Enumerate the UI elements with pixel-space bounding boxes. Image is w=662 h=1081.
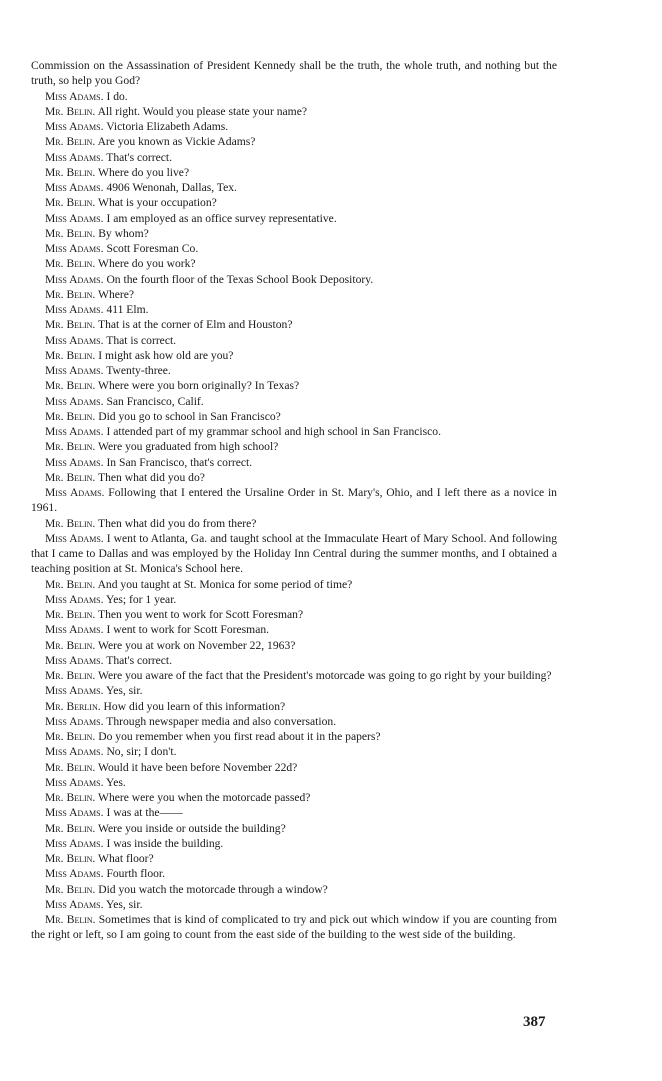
testimony-line	[31, 882, 557, 897]
speaker-name: Mr. Belin.	[45, 196, 96, 210]
speaker-name: Mr. Belin.	[45, 577, 96, 591]
speaker-name: Miss Adams.	[45, 531, 104, 545]
statement-text: By whom?	[98, 226, 149, 240]
testimony-line	[31, 851, 557, 866]
speaker-name: Miss Adams.	[45, 653, 104, 667]
statement-text: Yes, sir.	[106, 684, 143, 698]
speaker-name: Miss Adams.	[45, 181, 104, 194]
statement-text: Yes; for 1 year.	[106, 592, 177, 606]
testimony-line	[31, 699, 557, 714]
speaker-name: Miss Adams.	[45, 364, 104, 377]
speaker-name: Miss Adams.	[45, 745, 104, 759]
speaker-name: Mr. Belin.	[45, 135, 96, 149]
speaker-name: Mr. Belin.	[45, 470, 96, 484]
statement-text: That is correct.	[106, 333, 177, 347]
testimony-line	[31, 394, 557, 409]
speaker-name: Miss Adams.	[45, 120, 104, 133]
testimony-line	[31, 607, 557, 622]
speaker-name: Mr. Belin.	[45, 318, 96, 332]
statement-text: Where were you born originally? In Texas?	[98, 379, 300, 393]
statement-text: Were you aware of the fact that the President's motorcade was going to go right by your building?	[98, 669, 552, 682]
testimony-line	[31, 729, 557, 744]
speaker-name: Miss Adams.	[45, 272, 104, 286]
testimony-line	[31, 592, 557, 607]
statement-text: Yes.	[106, 775, 126, 789]
testimony-line	[31, 455, 557, 470]
testimony-line	[31, 226, 557, 241]
testimony-line	[31, 470, 557, 485]
speaker-name: Mr. Belin.	[45, 348, 96, 362]
testimony-line	[31, 104, 557, 119]
statement-text: Do you remember when you first read about it in the papers?	[98, 730, 381, 743]
speaker-name: Miss Adams.	[45, 806, 104, 820]
speaker-name: Mr. Belin.	[45, 669, 96, 682]
testimony-line	[31, 821, 557, 836]
statement-text: Then what did you do?	[98, 470, 205, 484]
statement-text: Would it have been before November 22d?	[98, 760, 298, 774]
statement-text: Through newspaper media and also conversation.	[106, 714, 337, 728]
speaker-name: Miss Adams.	[45, 242, 104, 255]
statement-text: I was inside the building.	[106, 836, 224, 850]
testimony-line	[31, 516, 557, 531]
speaker-name: Mr. Belin.	[45, 165, 96, 179]
testimony-line	[31, 577, 557, 592]
statement-text: Yes, sir.	[106, 897, 143, 911]
speaker-name: Miss Adams.	[45, 211, 104, 225]
speaker-name: Mr. Belin.	[45, 730, 96, 743]
statement-text: San Francisco, Calif.	[106, 394, 204, 408]
testimony-line	[31, 485, 557, 516]
speaker-name: Miss Adams.	[45, 455, 104, 469]
speaker-name: Miss Adams.	[45, 897, 104, 911]
testimony-line	[31, 912, 557, 943]
testimony-line	[31, 424, 557, 439]
testimony-line	[31, 439, 557, 454]
speaker-name: Miss Adams.	[45, 150, 104, 164]
statement-text: That is at the corner of Elm and Houston?	[98, 318, 293, 332]
testimony-line	[31, 333, 557, 348]
statement-text: Then what did you do from there?	[98, 516, 257, 530]
testimony-lines	[31, 89, 557, 943]
speaker-name: Miss Adams.	[45, 89, 104, 103]
testimony-line	[31, 165, 557, 180]
statement-text: In San Francisco, that's correct.	[106, 455, 253, 469]
statement-text: Where do you work?	[98, 257, 196, 271]
statement-text: Did you watch the motorcade through a window?	[98, 882, 328, 896]
statement-text: Where were you when the motorcade passed?	[98, 791, 311, 804]
statement-text: Where?	[98, 287, 135, 301]
testimony-line	[31, 622, 557, 637]
testimony-line	[31, 363, 557, 378]
statement-text: Twenty-three.	[106, 364, 171, 377]
speaker-name: Miss Adams.	[45, 836, 104, 850]
speaker-name: Miss Adams.	[45, 623, 104, 637]
testimony-line	[31, 790, 557, 805]
speaker-name: Miss Adams.	[45, 714, 104, 728]
speaker-name: Mr. Belin.	[45, 440, 96, 454]
speaker-name: Mr. Belin.	[45, 226, 96, 240]
testimony-line	[31, 744, 557, 759]
speaker-name: Mr. Belin.	[45, 257, 96, 271]
testimony-line	[31, 180, 557, 195]
testimony-line	[31, 317, 557, 332]
statement-text: That's correct.	[106, 150, 173, 164]
statement-text: How did you learn of this information?	[103, 699, 286, 713]
statement-text: Victoria Elizabeth Adams.	[106, 120, 229, 133]
testimony-line	[31, 760, 557, 775]
statement-text: What floor?	[98, 852, 154, 865]
speaker-name: Mr. Berlin.	[45, 699, 101, 713]
statement-text: I do.	[106, 89, 128, 103]
speaker-name: Miss Adams.	[45, 775, 104, 789]
speaker-name: Mr. Belin.	[45, 104, 96, 118]
statement-text: I attended part of my grammar school and high school in San Francisco.	[106, 425, 441, 438]
testimony-line	[31, 531, 557, 577]
testimony-line	[31, 150, 557, 165]
testimony-line	[31, 241, 557, 256]
testimony-line	[31, 683, 557, 698]
testimony-line	[31, 638, 557, 653]
speaker-name: Miss Adams.	[45, 303, 104, 316]
testimony-line	[31, 897, 557, 912]
speaker-name: Miss Adams.	[45, 867, 104, 881]
statement-text: I was at the——	[106, 806, 183, 820]
testimony-line	[31, 653, 557, 668]
testimony-line	[31, 378, 557, 393]
page-number: 387	[523, 1014, 546, 1030]
testimony-line	[31, 805, 557, 820]
testimony-line	[31, 287, 557, 302]
statement-text: Were you graduated from high school?	[98, 440, 279, 454]
speaker-name: Miss Adams.	[45, 394, 104, 408]
testimony-line	[31, 195, 557, 210]
testimony-line	[31, 348, 557, 363]
statement-text: Then you went to work for Scott Foresman?	[98, 608, 304, 621]
speaker-name: Mr. Belin.	[45, 760, 96, 774]
speaker-name: Mr. Belin.	[45, 409, 96, 423]
testimony-line	[31, 714, 557, 729]
statement-text: Are you known as Vickie Adams?	[97, 135, 256, 149]
speaker-name: Miss Adams.	[45, 592, 104, 606]
statement-text: Where do you live?	[98, 165, 190, 179]
statement-text: Scott Foresman Co.	[106, 242, 199, 255]
statement-text: And you taught at St. Monica for some period of time?	[97, 577, 353, 591]
statement-text: Following that I entered the Ursaline Order in St. Mary's, Ohio, and I left there as a novice in 1961.	[31, 486, 557, 515]
statement-text: What is your occupation?	[98, 196, 217, 210]
testimony-line	[31, 89, 557, 104]
speaker-name: Miss Adams.	[45, 684, 104, 698]
speaker-name: Miss Adams.	[45, 333, 104, 347]
testimony-line	[31, 302, 557, 317]
statement-text: I went to work for Scott Foresman.	[106, 623, 270, 637]
testimony-line	[31, 836, 557, 851]
statement-text: No, sir; I don't.	[106, 745, 177, 759]
speaker-name: Mr. Belin.	[45, 638, 96, 652]
testimony-line	[31, 409, 557, 424]
statement-text: Fourth floor.	[106, 867, 166, 881]
speaker-name: Mr. Belin.	[45, 379, 96, 393]
testimony-line	[31, 668, 557, 683]
testimony-line	[31, 119, 557, 134]
statement-text: On the fourth floor of the Texas School Book Depository.	[106, 272, 374, 286]
testimony-line	[31, 134, 557, 149]
speaker-name: Miss Adams.	[45, 486, 105, 499]
speaker-name: Miss Adams.	[45, 425, 104, 438]
speaker-name: Mr. Belin.	[45, 852, 96, 865]
statement-text: Did you go to school in San Francisco?	[98, 409, 281, 423]
testimony-line	[31, 256, 557, 271]
speaker-name: Mr. Belin.	[45, 913, 96, 926]
statement-text: Were you at work on November 22, 1963?	[98, 638, 296, 652]
speaker-name: Mr. Belin.	[45, 882, 96, 896]
speaker-name: Mr. Belin.	[45, 821, 96, 835]
speaker-name: Mr. Belin.	[45, 791, 96, 804]
statement-text: I might ask how old are you?	[98, 348, 234, 362]
opening-paragraph: Commission on the Assassination of President Kennedy shall be the truth, the whole truth, and nothing but the truth, so help you God?	[31, 59, 557, 88]
statement-text: I went to Atlanta, Ga. and taught school at the Immaculate Heart of Mary School. And following that I came to Dallas and was employed by the Holiday Inn Central during the summer months, and I obtained a teaching position at St. Monica's School here.	[31, 531, 557, 576]
statement-text: That's correct.	[106, 653, 173, 667]
testimony-line	[31, 272, 557, 287]
testimony-line	[31, 775, 557, 790]
statement-text: Sometimes that is kind of complicated to try and pick out which window if you are counting from the right or left, so I am going to count from the east side of the building to the west side of the building.	[31, 913, 557, 942]
speaker-name: Mr. Belin.	[45, 516, 96, 530]
testimony-line	[31, 866, 557, 881]
transcript-page	[31, 58, 557, 943]
statement-text: All right. Would you please state your name?	[97, 104, 307, 118]
statement-text: I am employed as an office survey representative.	[106, 211, 337, 225]
speaker-name: Mr. Belin.	[45, 287, 96, 301]
statement-text: 411 Elm.	[106, 303, 149, 316]
testimony-line	[31, 211, 557, 226]
speaker-name: Mr. Belin.	[45, 608, 96, 621]
statement-text: Were you inside or outside the building?	[98, 821, 286, 835]
statement-text: 4906 Wenonah, Dallas, Tex.	[106, 181, 237, 194]
